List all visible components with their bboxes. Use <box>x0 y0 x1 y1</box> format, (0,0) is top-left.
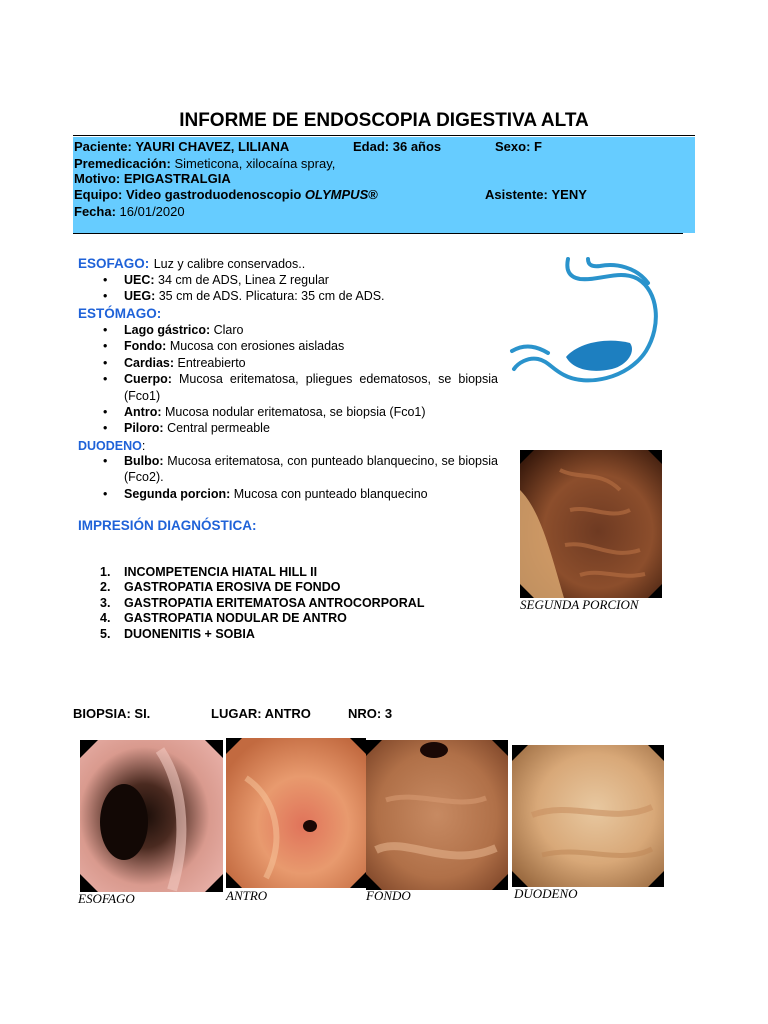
patient-info-band <box>73 137 695 233</box>
esophagus-caption: ESOFAGO <box>78 891 135 906</box>
sex-value: F <box>534 139 542 154</box>
item-text: GASTROPATIA NODULAR DE ANTRO <box>124 611 347 626</box>
equipment-row <box>74 187 378 203</box>
item-text: 35 cm de ADS. Plicatura: 35 cm de ADS. <box>158 289 385 304</box>
item-text: GASTROPATIA ERITEMATOSA ANTROCORPORAL <box>124 595 425 610</box>
list-item <box>100 420 498 436</box>
reason-label: Motivo: <box>74 171 121 186</box>
stomach-illustration-icon <box>508 255 664 390</box>
antrum-photo <box>226 738 366 888</box>
fundus-caption: FONDO <box>366 888 411 903</box>
item-label: Cardias: <box>124 355 175 370</box>
item-number: 2. <box>100 580 111 595</box>
equipment-label: Equipo: <box>74 187 123 202</box>
item-label: Piloro: <box>124 421 164 436</box>
item-number: 3. <box>100 595 111 610</box>
equipment-value: Video gastroduodenoscopio <box>126 187 302 202</box>
item-text: 34 cm de ADS, Linea Z regular <box>158 273 329 287</box>
assistant-label: Asistente: <box>485 187 548 202</box>
item-number: 5. <box>100 626 111 641</box>
item-label: UEG: <box>124 289 156 304</box>
duodenum-photo <box>512 745 664 887</box>
patient-row <box>74 139 289 155</box>
premedication-label: Premedicación: <box>74 156 171 171</box>
duodenum-colon: : <box>141 439 146 453</box>
sex-label: Sexo: <box>495 139 531 154</box>
esophagus-photo <box>80 740 223 892</box>
biopsy-status: BIOPSIA: SI. <box>73 706 151 721</box>
premedication-value: Simeticona, xilocaína spray, <box>174 156 336 171</box>
patient-name: YAURI CHAVEZ, LILIANA <box>135 139 290 154</box>
stomach-list <box>100 322 498 437</box>
list-item <box>100 580 424 595</box>
registered-mark: ® <box>368 187 378 202</box>
reason-row <box>74 171 231 187</box>
antrum-caption: ANTRO <box>226 888 268 903</box>
divider-bottom <box>73 233 683 234</box>
age-label: Edad: <box>353 139 390 154</box>
assistant-value: YENY <box>551 187 587 202</box>
item-text: Mucosa nodular eritematosa, se biopsia (Fco1) <box>164 405 426 420</box>
list-item <box>100 288 498 304</box>
biopsy-location: LUGAR: ANTRO <box>211 706 311 721</box>
stomach-heading: ESTÓMAGO: <box>78 306 162 321</box>
date-label: Fecha: <box>74 204 116 219</box>
duodenum-list <box>100 453 498 502</box>
item-label: Antro: <box>124 405 162 420</box>
list-item <box>100 611 424 626</box>
age-row <box>353 139 441 155</box>
list-item <box>100 322 498 338</box>
item-text: Mucosa eritematosa, pliegues edematosos, se biopsia (Fco1) <box>124 372 498 403</box>
sex-row <box>495 139 542 155</box>
report-title: INFORME DE ENDOSCOPIA DIGESTIVA ALTA <box>179 110 589 131</box>
item-label: Lago gástrico: <box>124 323 211 337</box>
equipment-brand: OLYMPUS <box>304 187 369 202</box>
diagnosis-list <box>100 565 424 642</box>
item-text: GASTROPATIA EROSIVA DE FONDO <box>124 580 341 595</box>
second-portion-photo <box>520 450 662 598</box>
list-item <box>100 371 498 404</box>
fundus-photo <box>366 740 508 890</box>
list-item <box>100 404 498 420</box>
list-item <box>100 453 498 486</box>
list-item <box>100 272 498 288</box>
patient-label: Paciente: <box>74 139 132 154</box>
item-text: Mucosa con erosiones aisladas <box>169 339 345 354</box>
list-item <box>100 565 424 580</box>
diagnosis-heading: IMPRESIÓN DIAGNÓSTICA: <box>78 518 257 533</box>
reason-value: EPIGASTRALGIA <box>123 171 231 186</box>
item-number: 1. <box>100 565 111 579</box>
item-label: Cuerpo: <box>124 372 172 387</box>
item-text: DUONENITIS + SOBIA <box>124 626 255 641</box>
list-item <box>100 338 498 354</box>
second-portion-caption: SEGUNDA PORCION <box>520 597 639 612</box>
item-text: Central permeable <box>167 421 270 436</box>
date-row <box>74 204 185 220</box>
duodenum-caption: DUODENO <box>514 886 578 901</box>
list-item <box>100 596 424 611</box>
list-item <box>100 627 424 642</box>
esophagus-summary: Luz y calibre conservados.. <box>153 257 306 271</box>
item-text: Entreabierto <box>177 355 246 370</box>
item-label: Bulbo: <box>124 454 164 468</box>
list-item <box>100 355 498 371</box>
biopsy-row <box>73 706 473 722</box>
esophagus-heading: ESOFAGO: <box>78 256 150 271</box>
assistant-row <box>485 187 587 203</box>
esophagus-heading-row <box>78 255 305 273</box>
item-label: UEC: <box>124 273 155 287</box>
list-item <box>100 486 498 502</box>
item-text: Claro <box>213 323 244 337</box>
premedication-row <box>74 156 335 172</box>
age-value: 36 años <box>392 139 442 154</box>
item-text: Mucosa eritematosa, con punteado blanquecino, se biopsia (Fco2). <box>124 454 498 485</box>
biopsy-count: NRO: 3 <box>348 706 393 721</box>
divider-top <box>73 135 695 136</box>
esophagus-list <box>100 272 498 305</box>
item-label: Segunda porcion: <box>124 486 231 501</box>
date-value: 16/01/2020 <box>119 204 185 219</box>
item-label: Fondo: <box>124 339 167 354</box>
item-text: Mucosa con punteado blanquecino <box>233 486 428 501</box>
duodenum-heading: DUODENO <box>78 439 142 453</box>
item-number: 4. <box>100 611 111 626</box>
item-text: INCOMPETENCIA HIATAL HILL II <box>124 565 318 579</box>
